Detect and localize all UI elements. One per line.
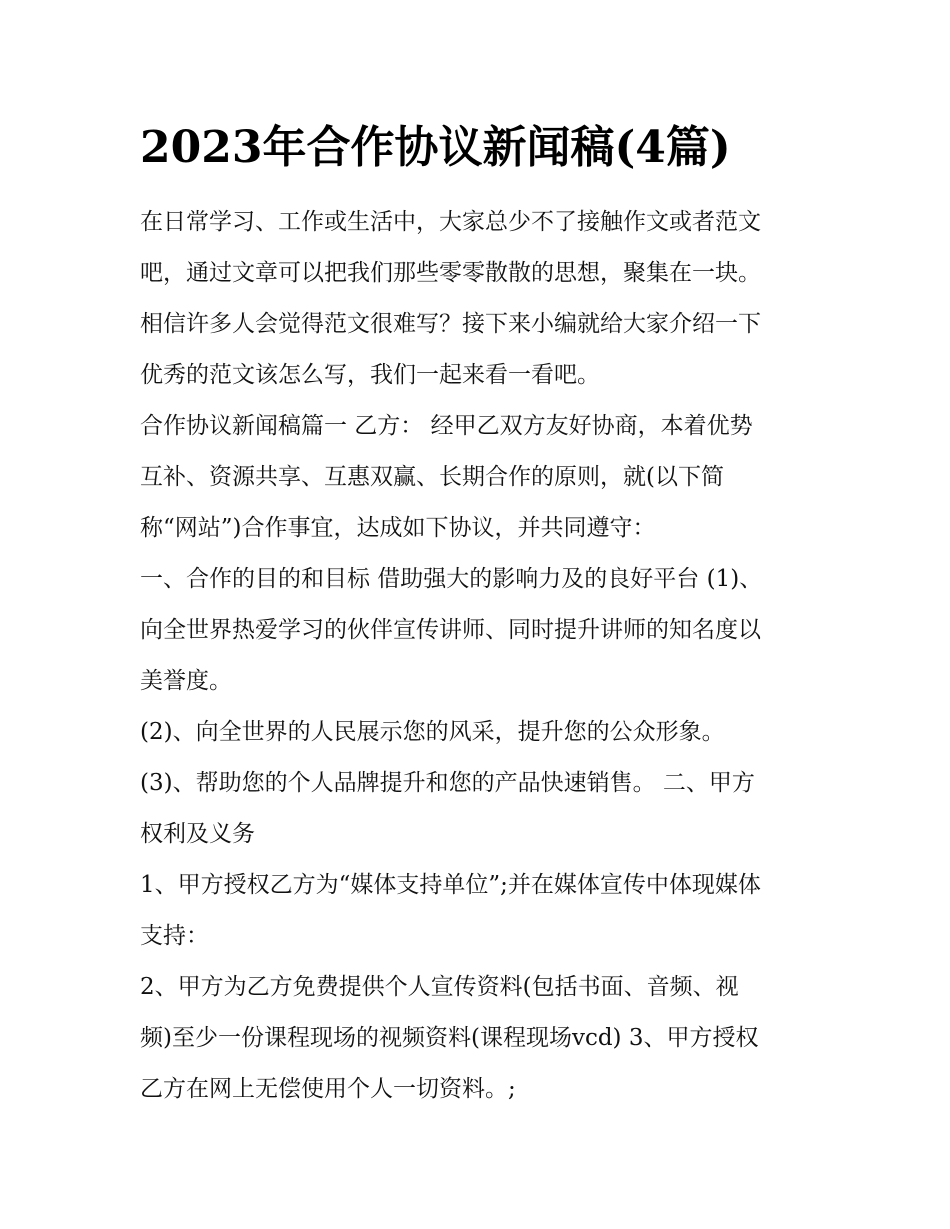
body-line: (2)、向全世界的人民展示您的风采，提升您的公众形象。 xyxy=(140,719,725,745)
body-line: 相信许多人会觉得范文很难写？接下来小编就给大家介绍一下 xyxy=(140,311,761,337)
body-line: 美誉度。 xyxy=(140,668,232,694)
body-line: 互补、资源共享、互惠双赢、长期合作的原则，就(以下简 xyxy=(140,464,724,490)
document-body xyxy=(140,197,820,1115)
body-line: 合作协议新闻稿篇一 乙方： 经甲乙双方友好协商，本着优势 xyxy=(140,413,753,439)
document-title: 2023年合作协议新闻稿(4篇) xyxy=(140,122,731,173)
body-line: 优秀的范文该怎么写，我们一起来看一看吧。 xyxy=(140,362,600,388)
body-line: 权利及义务 xyxy=(140,821,255,847)
body-line: 一、合作的目的和目标 借助强大的影响力及的良好平台 (1)、 xyxy=(140,566,763,592)
body-line: 1、甲方授权乙方为“媒体支持单位”;并在媒体宣传中体现媒体 xyxy=(140,872,761,898)
body-line: 称“网站”)合作事宜，达成如下协议，并共同遵守： xyxy=(140,515,656,541)
body-line: 在日常学习、工作或生活中，大家总少不了接触作文或者范文 xyxy=(140,209,761,235)
body-line: (3)、帮助您的个人品牌提升和您的产品快速销售。 二、甲方 xyxy=(140,770,755,796)
body-line: 频)至少一份课程现场的视频资料(课程现场vcd) 3、甲方授权 xyxy=(140,1025,759,1051)
body-line: 向全世界热爱学习的伙伴宣传讲师、同时提升讲师的知名度以 xyxy=(140,617,761,643)
body-line: 2、甲方为乙方免费提供个人宣传资料(包括书面、音频、视 xyxy=(140,974,739,1000)
body-line: 支持： xyxy=(140,923,209,949)
body-line: 吧，通过文章可以把我们那些零零散散的思想，聚集在一块。 xyxy=(140,260,761,286)
body-line: 乙方在网上无偿使用个人一切资料。; xyxy=(140,1076,516,1102)
